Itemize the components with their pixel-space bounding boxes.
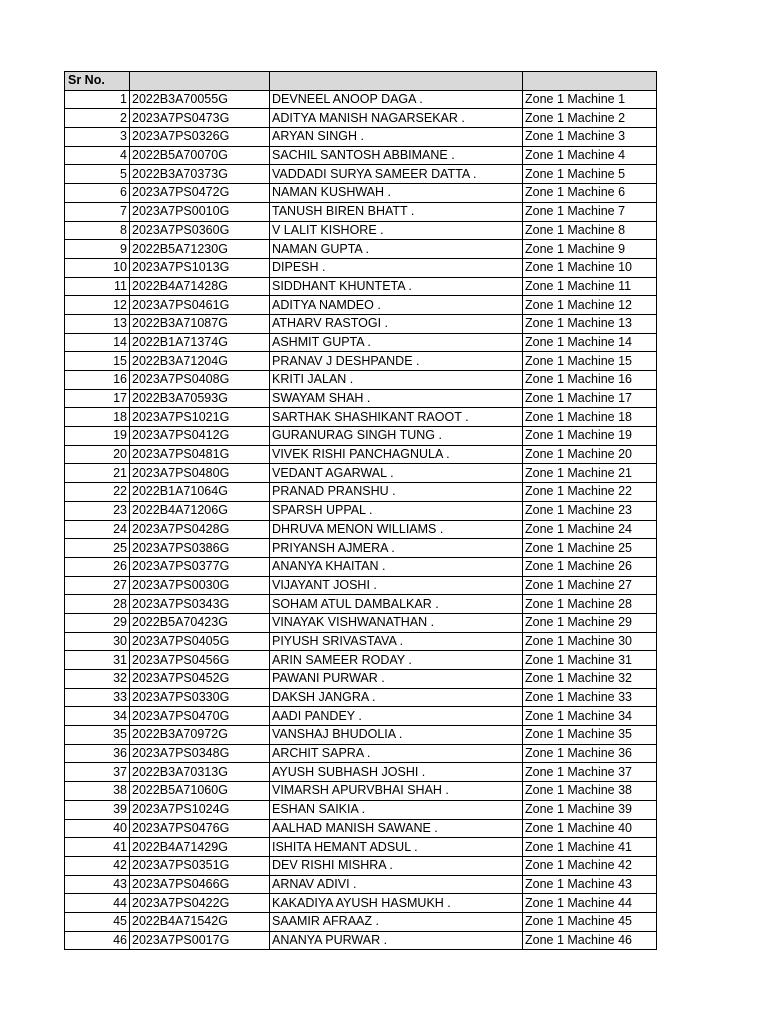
student-id-cell: 2022B5A70070G <box>130 146 270 165</box>
machine-cell: Zone 1 Machine 9 <box>523 240 657 259</box>
sr-no-cell: 2 <box>65 109 130 128</box>
student-name-cell: DEV RISHI MISHRA . <box>270 856 523 875</box>
table-row <box>65 894 657 913</box>
machine-cell: Zone 1 Machine 33 <box>523 688 657 707</box>
machine-cell: Zone 1 Machine 38 <box>523 782 657 801</box>
allocation-table <box>64 71 657 950</box>
sr-no-cell: 36 <box>65 744 130 763</box>
student-id-cell: 2023A7PS0010G <box>130 202 270 221</box>
student-id-cell: 2022B3A70972G <box>130 726 270 745</box>
table-row <box>65 520 657 539</box>
student-name-cell: V LALIT KISHORE . <box>270 221 523 240</box>
student-id-cell: 2023A7PS0351G <box>130 856 270 875</box>
machine-cell: Zone 1 Machine 44 <box>523 894 657 913</box>
table-row <box>65 464 657 483</box>
table-row <box>65 146 657 165</box>
sr-no-cell: 6 <box>65 184 130 203</box>
machine-cell: Zone 1 Machine 22 <box>523 483 657 502</box>
student-id-cell: 2023A7PS0452G <box>130 670 270 689</box>
student-name-cell: AYUSH SUBHASH JOSHI . <box>270 763 523 782</box>
student-id-cell: 2022B5A71060G <box>130 782 270 801</box>
student-name-cell: VANSHAJ BHUDOLIA . <box>270 726 523 745</box>
machine-cell: Zone 1 Machine 4 <box>523 146 657 165</box>
machine-cell: Zone 1 Machine 34 <box>523 707 657 726</box>
student-name-cell: PAWANI PURWAR . <box>270 670 523 689</box>
student-id-cell: 2022B1A71374G <box>130 333 270 352</box>
machine-cell: Zone 1 Machine 36 <box>523 744 657 763</box>
student-id-cell: 2023A7PS0405G <box>130 632 270 651</box>
student-id-cell: 2022B5A70423G <box>130 613 270 632</box>
sr-no-cell: 25 <box>65 539 130 558</box>
sr-no-cell: 34 <box>65 707 130 726</box>
student-id-cell: 2023A7PS0330G <box>130 688 270 707</box>
table-row <box>65 258 657 277</box>
sr-no-cell: 8 <box>65 221 130 240</box>
sr-no-cell: 15 <box>65 352 130 371</box>
table-row <box>65 875 657 894</box>
student-name-cell: VIJAYANT JOSHI . <box>270 576 523 595</box>
sr-no-cell: 10 <box>65 258 130 277</box>
table-row <box>65 128 657 147</box>
student-id-cell: 2022B3A71204G <box>130 352 270 371</box>
student-name-cell: KAKADIYA AYUSH HASMUKH . <box>270 894 523 913</box>
table-row <box>65 819 657 838</box>
student-id-cell: 2023A7PS0480G <box>130 464 270 483</box>
student-id-cell: 2022B3A70055G <box>130 90 270 109</box>
sr-no-cell: 30 <box>65 632 130 651</box>
student-name-cell: ESHAN SAIKIA . <box>270 800 523 819</box>
machine-cell: Zone 1 Machine 27 <box>523 576 657 595</box>
student-name-cell: PRIYANSH AJMERA . <box>270 539 523 558</box>
machine-cell: Zone 1 Machine 28 <box>523 595 657 614</box>
student-id-cell: 2023A7PS0456G <box>130 651 270 670</box>
machine-cell: Zone 1 Machine 32 <box>523 670 657 689</box>
sr-no-cell: 23 <box>65 501 130 520</box>
student-id-cell: 2022B4A71429G <box>130 838 270 857</box>
table-row <box>65 333 657 352</box>
student-name-cell: NAMAN KUSHWAH . <box>270 184 523 203</box>
machine-cell: Zone 1 Machine 14 <box>523 333 657 352</box>
machine-cell: Zone 1 Machine 5 <box>523 165 657 184</box>
table-row <box>65 576 657 595</box>
table-row <box>65 314 657 333</box>
sr-no-cell: 39 <box>65 800 130 819</box>
sr-no-cell: 45 <box>65 912 130 931</box>
student-name-cell: ANANYA PURWAR . <box>270 931 523 950</box>
machine-cell: Zone 1 Machine 25 <box>523 539 657 558</box>
machine-cell: Zone 1 Machine 26 <box>523 557 657 576</box>
table-row <box>65 165 657 184</box>
student-name-cell: ADITYA NAMDEO . <box>270 296 523 315</box>
table-row <box>65 595 657 614</box>
student-id-cell: 2022B4A71428G <box>130 277 270 296</box>
student-name-cell: SAAMIR AFRAAZ . <box>270 912 523 931</box>
machine-cell: Zone 1 Machine 29 <box>523 613 657 632</box>
machine-cell: Zone 1 Machine 21 <box>523 464 657 483</box>
student-id-cell: 2023A7PS0343G <box>130 595 270 614</box>
machine-cell: Zone 1 Machine 20 <box>523 445 657 464</box>
student-id-cell: 2023A7PS0461G <box>130 296 270 315</box>
table-body <box>65 90 657 950</box>
machine-cell: Zone 1 Machine 24 <box>523 520 657 539</box>
student-name-cell: DIPESH . <box>270 258 523 277</box>
machine-cell: Zone 1 Machine 30 <box>523 632 657 651</box>
sr-no-cell: 33 <box>65 688 130 707</box>
student-name-cell: PRANAD PRANSHU . <box>270 483 523 502</box>
table-row <box>65 912 657 931</box>
student-id-cell: 2022B1A71064G <box>130 483 270 502</box>
student-name-cell: SARTHAK SHASHIKANT RAOOT . <box>270 408 523 427</box>
student-id-cell: 2023A7PS1013G <box>130 258 270 277</box>
sr-no-cell: 40 <box>65 819 130 838</box>
table-row <box>65 782 657 801</box>
table-row <box>65 744 657 763</box>
student-id-cell: 2023A7PS0470G <box>130 707 270 726</box>
student-id-cell: 2022B3A70313G <box>130 763 270 782</box>
sr-no-cell: 7 <box>65 202 130 221</box>
student-id-cell: 2023A7PS0360G <box>130 221 270 240</box>
table-row <box>65 408 657 427</box>
student-id-cell: 2022B3A70373G <box>130 165 270 184</box>
student-name-cell: ATHARV RASTOGI . <box>270 314 523 333</box>
student-id-cell: 2022B3A70593G <box>130 389 270 408</box>
student-id-cell: 2023A7PS0422G <box>130 894 270 913</box>
sr-no-cell: 12 <box>65 296 130 315</box>
machine-cell: Zone 1 Machine 45 <box>523 912 657 931</box>
student-name-cell: PRANAV J DESHPANDE . <box>270 352 523 371</box>
student-id-cell: 2023A7PS0472G <box>130 184 270 203</box>
student-name-cell: ARYAN SINGH . <box>270 128 523 147</box>
table-row <box>65 501 657 520</box>
student-name-cell: KRITI JALAN . <box>270 371 523 390</box>
table-row <box>65 931 657 950</box>
sr-no-cell: 20 <box>65 445 130 464</box>
header-row <box>65 72 657 91</box>
student-name-cell: SPARSH UPPAL . <box>270 501 523 520</box>
student-id-cell: 2023A7PS0476G <box>130 819 270 838</box>
machine-cell: Zone 1 Machine 37 <box>523 763 657 782</box>
sr-no-cell: 18 <box>65 408 130 427</box>
machine-cell: Zone 1 Machine 23 <box>523 501 657 520</box>
student-id-cell: 2022B4A71206G <box>130 501 270 520</box>
machine-cell: Zone 1 Machine 7 <box>523 202 657 221</box>
table-row <box>65 221 657 240</box>
sr-no-cell: 9 <box>65 240 130 259</box>
student-name-cell: AADI PANDEY . <box>270 707 523 726</box>
student-name-cell: VEDANT AGARWAL . <box>270 464 523 483</box>
student-name-cell: ARCHIT SAPRA . <box>270 744 523 763</box>
machine-cell: Zone 1 Machine 41 <box>523 838 657 857</box>
student-name-cell: ISHITA HEMANT ADSUL . <box>270 838 523 857</box>
machine-cell: Zone 1 Machine 19 <box>523 427 657 446</box>
sr-no-cell: 17 <box>65 389 130 408</box>
student-name-cell: DEVNEEL ANOOP DAGA . <box>270 90 523 109</box>
sr-no-cell: 37 <box>65 763 130 782</box>
student-id-cell: 2023A7PS0473G <box>130 109 270 128</box>
sr-no-cell: 28 <box>65 595 130 614</box>
student-id-cell: 2023A7PS0466G <box>130 875 270 894</box>
table-row <box>65 651 657 670</box>
student-name-cell: SOHAM ATUL DAMBALKAR . <box>270 595 523 614</box>
table-row <box>65 389 657 408</box>
machine-cell: Zone 1 Machine 43 <box>523 875 657 894</box>
sr-no-cell: 5 <box>65 165 130 184</box>
sr-no-cell: 16 <box>65 371 130 390</box>
student-id-cell: 2022B4A71542G <box>130 912 270 931</box>
table-row <box>65 352 657 371</box>
student-name-cell: SACHIL SANTOSH ABBIMANE . <box>270 146 523 165</box>
table-row <box>65 613 657 632</box>
machine-cell: Zone 1 Machine 15 <box>523 352 657 371</box>
table-row <box>65 371 657 390</box>
table-row <box>65 109 657 128</box>
machine-cell: Zone 1 Machine 1 <box>523 90 657 109</box>
machine-cell: Zone 1 Machine 2 <box>523 109 657 128</box>
table-row <box>65 277 657 296</box>
student-id-cell: 2023A7PS0348G <box>130 744 270 763</box>
table-row <box>65 763 657 782</box>
sr-no-cell: 41 <box>65 838 130 857</box>
machine-cell: Zone 1 Machine 11 <box>523 277 657 296</box>
table-row <box>65 240 657 259</box>
table-row <box>65 856 657 875</box>
table-row <box>65 202 657 221</box>
machine-cell: Zone 1 Machine 6 <box>523 184 657 203</box>
student-name-cell: PIYUSH SRIVASTAVA . <box>270 632 523 651</box>
sr-no-cell: 24 <box>65 520 130 539</box>
sr-no-cell: 14 <box>65 333 130 352</box>
table-row <box>65 557 657 576</box>
student-id-cell: 2023A7PS0017G <box>130 931 270 950</box>
table-row <box>65 632 657 651</box>
header-sr-no: Sr No. <box>65 72 130 91</box>
student-id-cell: 2023A7PS0326G <box>130 128 270 147</box>
table-row <box>65 670 657 689</box>
student-name-cell: GURANURAG SINGH TUNG . <box>270 427 523 446</box>
student-name-cell: AALHAD MANISH SAWANE . <box>270 819 523 838</box>
machine-cell: Zone 1 Machine 40 <box>523 819 657 838</box>
student-id-cell: 2022B5A71230G <box>130 240 270 259</box>
sr-no-cell: 46 <box>65 931 130 950</box>
sr-no-cell: 31 <box>65 651 130 670</box>
sr-no-cell: 35 <box>65 726 130 745</box>
student-name-cell: SWAYAM SHAH . <box>270 389 523 408</box>
sr-no-cell: 43 <box>65 875 130 894</box>
machine-cell: Zone 1 Machine 10 <box>523 258 657 277</box>
machine-cell: Zone 1 Machine 31 <box>523 651 657 670</box>
student-id-cell: 2022B3A71087G <box>130 314 270 333</box>
sr-no-cell: 1 <box>65 90 130 109</box>
sr-no-cell: 11 <box>65 277 130 296</box>
machine-cell: Zone 1 Machine 39 <box>523 800 657 819</box>
sr-no-cell: 21 <box>65 464 130 483</box>
table-row <box>65 838 657 857</box>
machine-cell: Zone 1 Machine 18 <box>523 408 657 427</box>
student-name-cell: ANANYA KHAITAN . <box>270 557 523 576</box>
sr-no-cell: 29 <box>65 613 130 632</box>
header-name <box>270 72 523 91</box>
sr-no-cell: 19 <box>65 427 130 446</box>
machine-cell: Zone 1 Machine 46 <box>523 931 657 950</box>
table-row <box>65 707 657 726</box>
student-id-cell: 2023A7PS0030G <box>130 576 270 595</box>
student-id-cell: 2023A7PS0408G <box>130 371 270 390</box>
table-row <box>65 688 657 707</box>
machine-cell: Zone 1 Machine 42 <box>523 856 657 875</box>
machine-cell: Zone 1 Machine 16 <box>523 371 657 390</box>
table-row <box>65 726 657 745</box>
table-row <box>65 427 657 446</box>
sr-no-cell: 26 <box>65 557 130 576</box>
student-name-cell: VIVEK RISHI PANCHAGNULA . <box>270 445 523 464</box>
table-header <box>65 72 657 91</box>
machine-cell: Zone 1 Machine 8 <box>523 221 657 240</box>
header-machine <box>523 72 657 91</box>
machine-cell: Zone 1 Machine 13 <box>523 314 657 333</box>
table-row <box>65 90 657 109</box>
student-name-cell: TANUSH BIREN BHATT . <box>270 202 523 221</box>
student-name-cell: DHRUVA MENON WILLIAMS . <box>270 520 523 539</box>
student-id-cell: 2023A7PS0377G <box>130 557 270 576</box>
machine-cell: Zone 1 Machine 3 <box>523 128 657 147</box>
student-name-cell: NAMAN GUPTA . <box>270 240 523 259</box>
machine-cell: Zone 1 Machine 12 <box>523 296 657 315</box>
student-name-cell: ARNAV ADIVI . <box>270 875 523 894</box>
sr-no-cell: 13 <box>65 314 130 333</box>
student-id-cell: 2023A7PS0412G <box>130 427 270 446</box>
machine-cell: Zone 1 Machine 17 <box>523 389 657 408</box>
student-id-cell: 2023A7PS1024G <box>130 800 270 819</box>
table-row <box>65 483 657 502</box>
sr-no-cell: 3 <box>65 128 130 147</box>
header-id <box>130 72 270 91</box>
table-row <box>65 539 657 558</box>
student-id-cell: 2023A7PS0386G <box>130 539 270 558</box>
sr-no-cell: 32 <box>65 670 130 689</box>
student-name-cell: ADITYA MANISH NAGARSEKAR . <box>270 109 523 128</box>
sr-no-cell: 22 <box>65 483 130 502</box>
sr-no-cell: 38 <box>65 782 130 801</box>
sr-no-cell: 4 <box>65 146 130 165</box>
table-row <box>65 445 657 464</box>
sr-no-cell: 42 <box>65 856 130 875</box>
table-row <box>65 184 657 203</box>
table-row <box>65 296 657 315</box>
student-id-cell: 2023A7PS1021G <box>130 408 270 427</box>
student-name-cell: VIMARSH APURVBHAI SHAH . <box>270 782 523 801</box>
student-name-cell: SIDDHANT KHUNTETA . <box>270 277 523 296</box>
student-id-cell: 2023A7PS0428G <box>130 520 270 539</box>
table-row <box>65 800 657 819</box>
machine-cell: Zone 1 Machine 35 <box>523 726 657 745</box>
student-name-cell: DAKSH JANGRA . <box>270 688 523 707</box>
student-name-cell: ARIN SAMEER RODAY . <box>270 651 523 670</box>
student-name-cell: VADDADI SURYA SAMEER DATTA . <box>270 165 523 184</box>
student-name-cell: ASHMIT GUPTA . <box>270 333 523 352</box>
student-name-cell: VINAYAK VISHWANATHAN . <box>270 613 523 632</box>
sr-no-cell: 44 <box>65 894 130 913</box>
sr-no-cell: 27 <box>65 576 130 595</box>
student-id-cell: 2023A7PS0481G <box>130 445 270 464</box>
